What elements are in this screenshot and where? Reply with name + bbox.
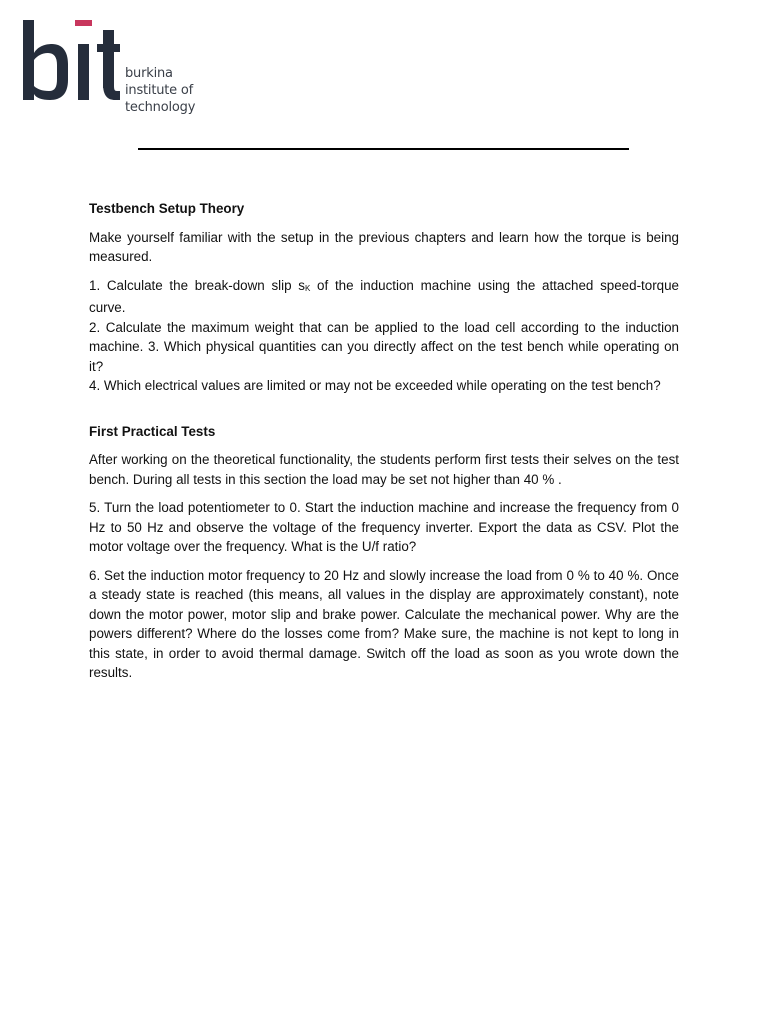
bit-logo-mark <box>22 18 122 104</box>
question-1-subscript: K <box>304 283 311 293</box>
question-6: 6. Set the induction motor frequency to 20 Hz and slowly increase the load from 0 % to 40 %. Once a steady state is reached (this means, all values in the display are approximately constant), note down the motor power, motor slip and brake power. Calculate the mechanical power. Why are the powers different? Where do the losses come from? Make sure, the machine is not kept to long in this state, in order to avoid thermal damage. Switch off the load as soon as you wrote down the results. <box>89 567 679 680</box>
logo-line-1: burkina <box>125 66 173 81</box>
practical-intro: After working on the theoretical functionality, the students perform first tests their selves on the test bench. During all tests in this section the load may be set not higher than 40 % . <box>89 452 679 487</box>
theory-intro: Make yourself familiar with the setup in the previous chapters and learn how the torque is being measured. <box>89 229 679 264</box>
question-1-text-end: of the induction machine using the attached speed-torque curve. <box>89 277 680 315</box>
question-2: 2. Calculate the maximum weight that can be applied to the load cell according to the induction machine. 3. Which physical quantities can you directly affect on the test bench while operating on it? <box>89 319 679 374</box>
logo <box>22 18 252 115</box>
section-heading-theory: Testbench Setup Theory <box>89 201 245 216</box>
logo-wordmark <box>125 65 252 116</box>
question-1-text: 1. Calculate the break-down slip s <box>89 277 305 293</box>
section-spacer <box>89 405 679 422</box>
document-body <box>89 199 679 692</box>
question-5: 5. Turn the load potentiometer to 0. Start the induction machine and increase the frequency from 0 Hz to 50 Hz and observe the voltage of the frequency inverter. Export the data as CSV. Plot the motor voltage over the frequency. What is the U/f ratio? <box>89 500 679 554</box>
logo-line-2: institute of technology <box>125 83 196 115</box>
question-4: 4. Which electrical values are limited or may not be exceeded while operating on the test bench? <box>89 378 661 393</box>
section-heading-practical: First Practical Tests <box>89 423 216 439</box>
header-divider <box>138 148 629 150</box>
question-1 <box>89 276 679 318</box>
